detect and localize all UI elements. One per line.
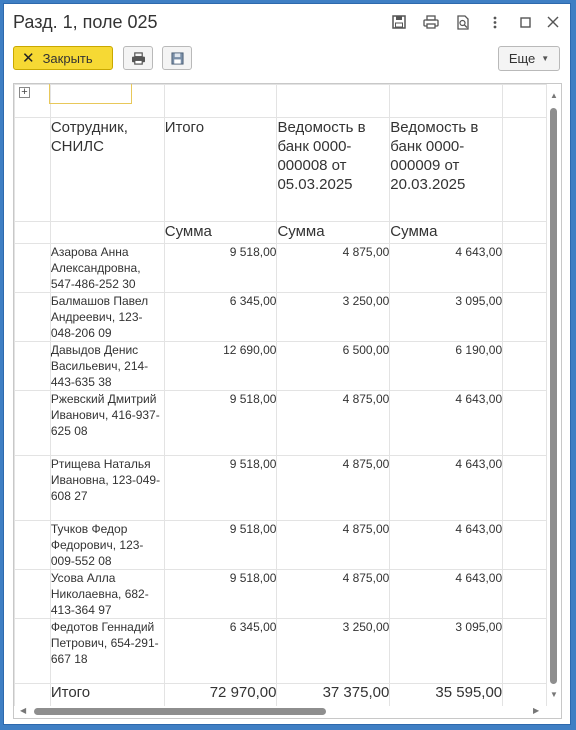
header-total: Итого (164, 118, 277, 222)
statement-1-cell[interactable]: 4 875,00 (277, 521, 390, 570)
footer-total[interactable]: 72 970,00 (164, 684, 277, 707)
subheader-sum: Сумма (277, 222, 390, 244)
report-grid (14, 84, 547, 706)
statement-2-cell[interactable]: 4 643,00 (390, 244, 503, 293)
scroll-right-icon[interactable]: ▶ (533, 706, 540, 715)
window-title: Разд. 1, поле 025 (13, 12, 158, 32)
table-row[interactable] (15, 293, 547, 342)
table-row[interactable] (15, 619, 547, 684)
header-employee: Сотрудник, СНИЛС (50, 118, 164, 222)
close-button-label: Закрыть (42, 50, 93, 66)
vertical-scroll-thumb[interactable] (550, 108, 557, 684)
table-row[interactable] (15, 521, 547, 570)
statement-1-cell[interactable]: 3 250,00 (277, 619, 390, 684)
statement-1-cell[interactable]: 6 500,00 (277, 342, 390, 391)
employee-cell[interactable]: Ртищева Наталья Ивановна, 123-049-608 27 (50, 456, 164, 521)
total-cell[interactable]: 6 345,00 (164, 293, 277, 342)
statement-2-cell[interactable]: 3 095,00 (390, 293, 503, 342)
close-x-icon: ✕ (22, 50, 35, 67)
save-button[interactable] (162, 46, 192, 70)
vertical-scrollbar[interactable] (546, 84, 561, 706)
employee-cell[interactable]: Ржевский Дмитрий Иванович, 416-937-625 08 (50, 391, 164, 456)
total-cell[interactable]: 9 518,00 (164, 456, 277, 521)
statement-2-cell[interactable]: 3 095,00 (390, 619, 503, 684)
statement-2-cell[interactable]: 4 643,00 (390, 521, 503, 570)
scroll-left-icon[interactable]: ◀ (20, 706, 27, 715)
total-cell[interactable]: 9 518,00 (164, 391, 277, 456)
header-row (15, 118, 547, 222)
total-cell[interactable]: 12 690,00 (164, 342, 277, 391)
footer-row[interactable] (15, 684, 547, 707)
statement-2-cell[interactable]: 4 643,00 (390, 391, 503, 456)
total-cell[interactable]: 6 345,00 (164, 619, 277, 684)
employee-cell[interactable]: Тучков Федор Федорович, 123-009-552 08 (50, 521, 164, 570)
horizontal-scroll-thumb[interactable] (34, 708, 326, 715)
command-bar (4, 44, 570, 76)
report-window (3, 3, 571, 725)
print-button[interactable] (123, 46, 153, 70)
table-row[interactable] (15, 391, 547, 456)
table-row[interactable] (15, 342, 547, 391)
statement-1-cell[interactable]: 4 875,00 (277, 391, 390, 456)
titlebar (4, 4, 570, 40)
report-table (14, 84, 547, 706)
statement-1-cell[interactable]: 4 875,00 (277, 456, 390, 521)
scroll-down-icon[interactable]: ▼ (550, 690, 558, 699)
save-icon[interactable] (390, 13, 408, 31)
total-cell[interactable]: 9 518,00 (164, 521, 277, 570)
maximize-icon[interactable] (516, 13, 534, 31)
employee-cell[interactable]: Федотов Геннадий Петрович, 654-291-667 18 (50, 619, 164, 684)
horizontal-scrollbar[interactable] (14, 704, 547, 718)
preview-icon[interactable] (454, 13, 472, 31)
close-icon[interactable] (544, 13, 562, 31)
scroll-up-icon[interactable]: ▲ (550, 91, 558, 100)
selected-cell[interactable] (49, 84, 132, 104)
close-button[interactable] (13, 46, 113, 70)
expand-group-icon[interactable]: + (19, 87, 30, 98)
statement-1-cell[interactable]: 4 875,00 (277, 244, 390, 293)
more-button-label: Еще (508, 51, 536, 66)
employee-cell[interactable]: Усова Алла Николаевна, 682-413-364 97 (50, 570, 164, 619)
subheader-row (15, 222, 547, 244)
table-row[interactable] (15, 456, 547, 521)
more-vertical-icon[interactable] (486, 13, 504, 31)
table-row[interactable] (15, 570, 547, 619)
header-statement-2: Ведомость в банк 0000-000009 от 20.03.2025 (390, 118, 503, 222)
statement-2-cell[interactable]: 4 643,00 (390, 456, 503, 521)
employee-cell[interactable]: Азарова Анна Александровна, 547-486-252 30 (50, 244, 164, 293)
statement-2-cell[interactable]: 6 190,00 (390, 342, 503, 391)
employee-cell[interactable]: Балмашов Павел Андреевич, 123-048-206 09 (50, 293, 164, 342)
statement-1-cell[interactable]: 3 250,00 (277, 293, 390, 342)
more-menu-button[interactable] (498, 46, 560, 71)
footer-statement-2[interactable]: 35 595,00 (390, 684, 503, 707)
total-cell[interactable]: 9 518,00 (164, 244, 277, 293)
print-icon[interactable] (422, 13, 440, 31)
dropdown-arrow-icon: ▼ (541, 54, 550, 63)
table-row[interactable] (15, 244, 547, 293)
statement-1-cell[interactable]: 4 875,00 (277, 570, 390, 619)
floppy-icon (171, 52, 184, 65)
total-cell[interactable]: 9 518,00 (164, 570, 277, 619)
header-statement-1: Ведомость в банк 0000-000008 от 05.03.2025 (277, 118, 390, 222)
subheader-sum: Сумма (390, 222, 503, 244)
statement-2-cell[interactable]: 4 643,00 (390, 570, 503, 619)
subheader-sum: Сумма (164, 222, 277, 244)
footer-statement-1[interactable]: 37 375,00 (277, 684, 390, 707)
footer-label[interactable]: Итого (50, 684, 164, 707)
employee-cell[interactable]: Давыдов Денис Васильевич, 214-443-635 38 (50, 342, 164, 391)
printer-icon (131, 52, 146, 65)
spreadsheet-report (13, 83, 562, 719)
